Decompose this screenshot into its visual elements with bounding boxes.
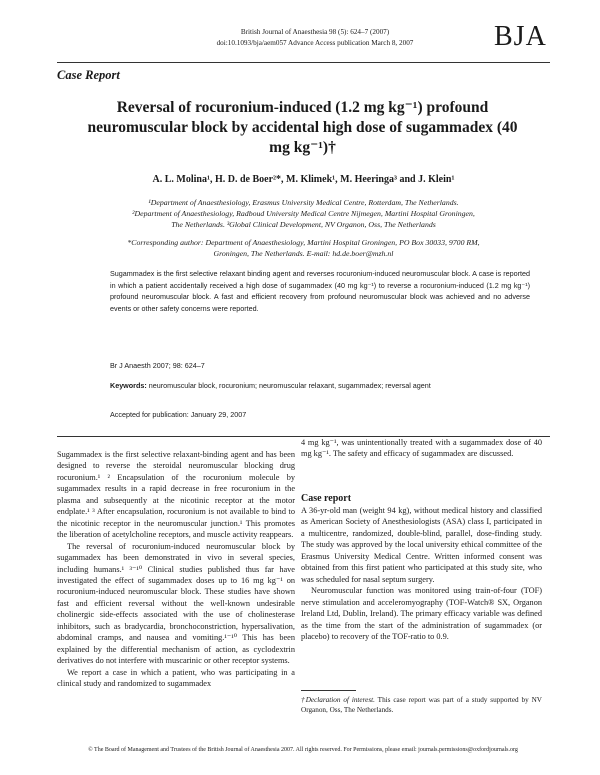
citation: Br J Anaesth 2007; 98: 624–7 (110, 361, 205, 370)
journal-logo: BJA (494, 21, 547, 52)
footnote-label: †Declaration of interest. (301, 696, 375, 704)
author-list: A. L. Molina¹, H. D. de Boer²*, M. Klimek¹, M. Heeringa³ and J. Klein¹ (152, 174, 455, 185)
body-paragraph: Sugammadex is the first selective relaxant-binding agent and has been designed to reverse the steroidal neuromuscular blocking drug rocuronium.¹ ² Encapsulation of the rocuronium molecule by sugammadex results in a rapid decrease in free rocuronium in the plasma and subsequently at the nicotinic receptor at the motor endplate.¹ ³ After encapsulation, rocuronium is not available to bind to the nicotinic receptor in the neuromuscular junction.¹ This promotes the liberation of acetylcholine receptors, and muscle activity reappears. (57, 450, 295, 540)
section-heading-case-report: Case report (301, 493, 352, 504)
affiliation-1: ¹Department of Anaesthesiology, Erasmus University Medical Centre, Rotterdam, The Netherlands. (148, 198, 459, 207)
body-column-right-top (301, 437, 542, 460)
corresponding-author-address: Groningen, The Netherlands. E-mail: hd.de.boer@mzh.nl (213, 249, 394, 258)
affiliation-3: The Netherlands. ³Global Clinical Development, NV Organon, Oss, The Netherlands (171, 220, 436, 229)
body-paragraph: We report a case in which a patient, who was participating in a clinical study and randomized to sugammadex (57, 667, 295, 689)
abstract: Sugammadex is the first selective relaxant binding agent and reverses rocuronium-induced neuromuscular block. A case is reported in which a patient accidentally received a high dose of sugammadex (40 mg kg⁻¹) to reverse a rocuronium-induced (1.2 mg kg⁻¹) profound neuromuscular block. A fast and efficient recovery from profound neuromuscular block was achieved and no adverse events or other safety concerns were reported. (110, 269, 530, 313)
section-label: Case Report (57, 68, 120, 82)
journal-citation-line: British Journal of Anaesthesia 98 (5): 624–7 (2007) (240, 28, 390, 36)
doi-line: doi:10.1093/bja/aem057 Advance Access publication March 8, 2007 (216, 39, 414, 47)
footnote-text: This case report was part of a study supported by NV Organon, Oss, The Netherlands. (301, 696, 542, 714)
affiliation-2: ²Department of Anaesthesiology, Radboud University Medical Centre Nijmegen, Martini Hospital Groningen, (132, 209, 475, 218)
corresponding-author: *Corresponding author: Department of Anaesthesiology, Martini Hospital Groningen, PO Box 30033, 9700 RM, (127, 238, 480, 247)
body-column-right (301, 505, 542, 642)
header-rule (57, 62, 550, 63)
article-title: Reversal of rocuronium-induced (1.2 mg kg⁻¹) profound neuromuscular block by accidental high dose of sugammadex (40 mg kg⁻¹)† (87, 99, 518, 156)
copyright-notice: © The Board of Management and Trustees of the British Journal of Anaesthesia 2007. All rights reserved. For Permissions, please email: journals.permissions@oxfordjournals.org (88, 747, 518, 753)
accepted-date: Accepted for publication: January 29, 2007 (110, 410, 247, 419)
footnote (301, 695, 542, 715)
keywords (110, 380, 530, 391)
body-paragraph: A 36-yr-old man (weight 94 kg), without medical history and classified as American Society of Anesthesiologists (ASA) class I, participated in a multicentre, randomized, double-blind, parallel, dose-finding study. The study was approved by the local university ethical committee of the Erasmus University Medical Centre. Written informed consent was obtained from this first patient who participated at this study site, who was scheduled for nasal septum surgery. (301, 506, 542, 584)
body-paragraph: Neuromuscular function was monitored using train-of-four (TOF) nerve stimulation and acceleromyography (TOF-Watch® SX, Organon Ireland Ltd, Dublin, Ireland). The primary efficacy variable was defined as the time from the start of the administration of sugammadex (or placebo) to recovery of the TOF-ratio to 0.9. (301, 586, 542, 641)
footnote-rule (301, 690, 356, 691)
body-column-left (57, 449, 295, 690)
body-paragraph: 4 mg kg⁻¹, was unintentionally treated with a sugammadex dose of 40 mg kg⁻¹. The safety and efficacy of sugammadex are discussed. (301, 438, 542, 459)
keywords-text: neuromuscular block, rocuronium; neuromuscular relaxant, sugammadex; reversal agent (146, 381, 431, 390)
keywords-label: Keywords: (110, 381, 147, 390)
body-paragraph: The reversal of rocuronium-induced neuromuscular block by sugammadex has been demonstrated in vivo in several species, including humans.¹ ³⁻¹⁰ Clinical studies published thus far have investigated the effect of sugammadex doses up to 16 mg kg⁻¹ on rocuronium-induced neuromuscular block. These studies have shown fast and efficient reversal without the well-known undesirable cholinergic side-effects associated with the use of cholinesterase inhibitors, such as bradycardia, bronchoconstriction, hypersalivation, abdominal cramps, and nausea and vomiting.¹⁻¹⁰ This has been explained by the differential mechanism of action, as cyclodextrin derivatives do not interfere with muscarinic or other receptor systems. (57, 541, 295, 666)
